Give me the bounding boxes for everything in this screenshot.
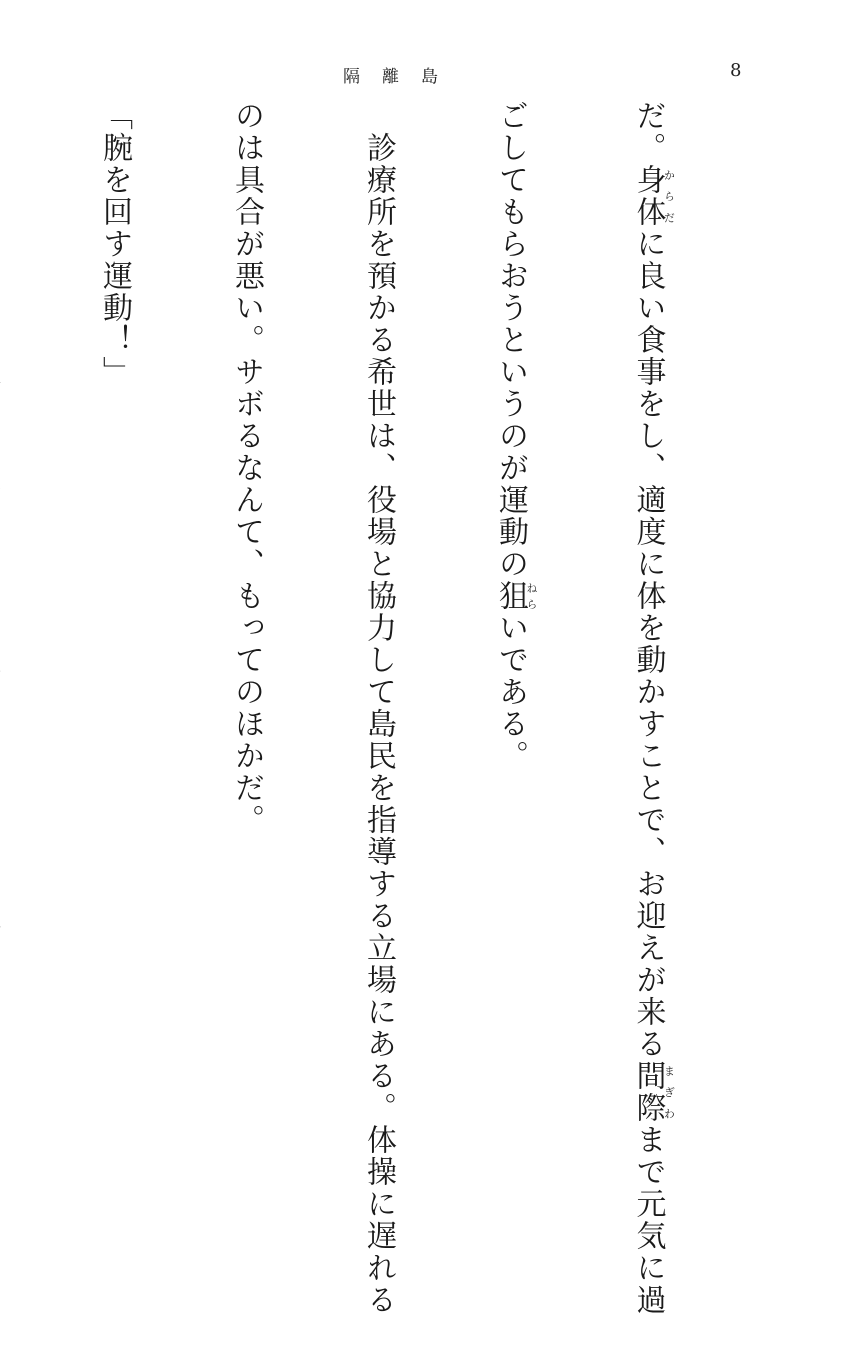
text-segment: いである。: [493, 612, 528, 772]
ruby-word: [630, 164, 676, 228]
text-line-1: [626, 100, 676, 1316]
ruby-reading: まぎわ: [662, 1060, 676, 1124]
text-line-6: [0, 100, 4, 1160]
ruby-word: [630, 1060, 676, 1124]
ruby-reading: ねら: [525, 580, 538, 612]
text-segment: だ。: [630, 100, 666, 164]
text-segment: まで元気に過: [630, 1124, 666, 1316]
text-segment: ごしてもらおうというのが運動の: [493, 100, 528, 580]
ruby-word: [493, 580, 538, 612]
running-title: 隔離島: [343, 67, 460, 87]
text-segment: に良い食事をし、適度に体を動かすことで、お迎えが来る: [630, 228, 666, 1060]
ruby-reading: からだ: [662, 164, 676, 228]
text-line-4: のは具合が悪い。サボるなんて、もってのほかだ。: [229, 100, 264, 836]
text-line-2: [488, 100, 538, 1160]
page-number: 8: [730, 60, 742, 81]
ruby-base: 身体: [630, 164, 666, 228]
ruby-base: 間際: [630, 1060, 666, 1124]
text-line-3: 診療所を預かる希世は、役場と協力して島民を指導する立場にある。体操に遅れる: [361, 100, 396, 1316]
ruby-base: 狙: [493, 580, 528, 612]
body-text: [0, 100, 763, 1316]
text-line-5: 「腕を回す運動！」: [97, 100, 132, 388]
